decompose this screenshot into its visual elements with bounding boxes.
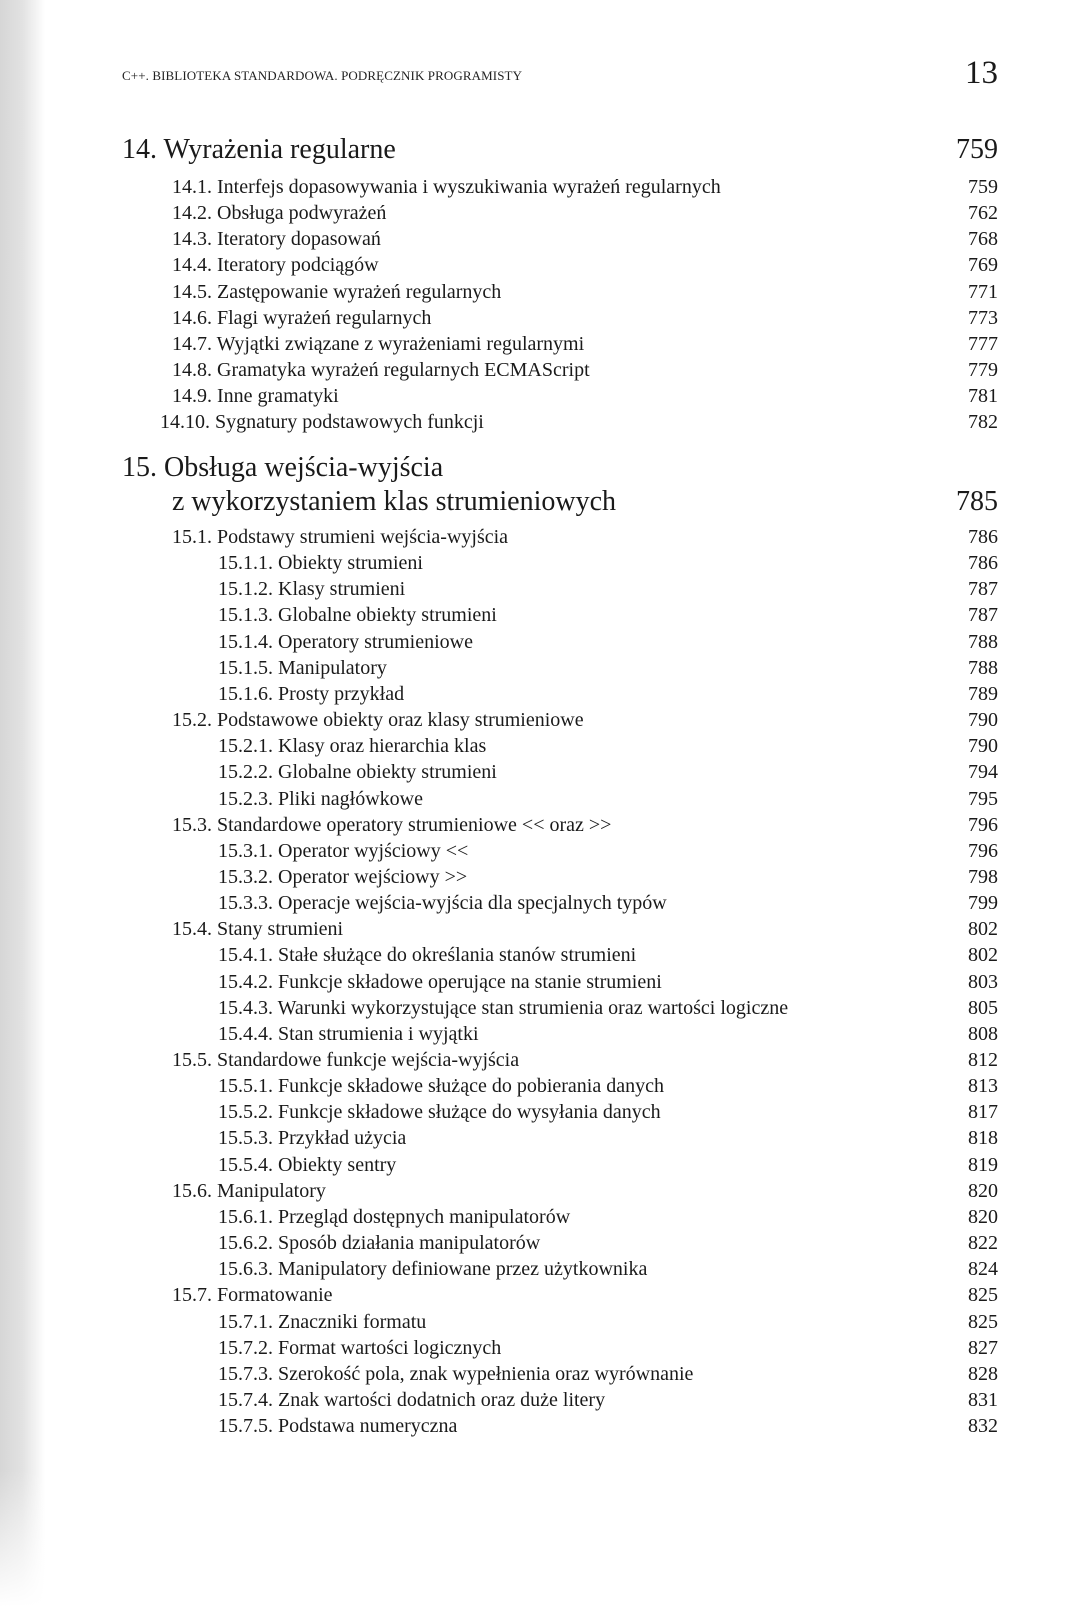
- toc-subsection-entry: [122, 1099, 998, 1125]
- entry-number: 15.1.5.: [218, 656, 273, 679]
- entry-title: Podstawy strumieni wejścia-wyjścia: [217, 526, 509, 548]
- toc-subsection-entry: [122, 995, 998, 1021]
- entry-number: 15.1.2.: [218, 578, 273, 601]
- entry-label: [172, 1178, 326, 1204]
- entry-title: Interfejs dopasowywania i wyszukiwania wyrażeń regularnych: [217, 176, 721, 198]
- entry-number: 15.5.1.: [218, 1075, 273, 1098]
- entry-number: 14.6.: [172, 306, 212, 329]
- entry-page: 820: [968, 1205, 998, 1228]
- entry-title: Inne gramatyki: [217, 385, 339, 408]
- entry-label: [218, 838, 468, 864]
- entry-title: Funkcje składowe operujące na stanie strumieni: [278, 970, 662, 993]
- entry-title: Podstawa numeryczna: [278, 1415, 458, 1438]
- entry-number: 15.1.6.: [218, 682, 273, 705]
- chapter-title-continued: z wykorzystaniem klas strumieniowych: [172, 486, 617, 517]
- entry-label: [218, 969, 662, 995]
- entry-number: 14.3.: [172, 228, 212, 251]
- entry-title: Manipulatory: [278, 656, 387, 679]
- toc-section-entry: [122, 305, 998, 331]
- entry-page: 798: [968, 865, 998, 888]
- entry-title: Sygnatury podstawowych funkcji: [215, 411, 484, 434]
- toc-section-entry: [122, 812, 998, 838]
- entry-number: 15.5.2.: [218, 1101, 273, 1124]
- entry-page: 831: [968, 1388, 998, 1411]
- entry-title: Zastępowanie wyrażeń regularnych: [217, 280, 502, 303]
- entry-page: 808: [968, 1022, 998, 1045]
- scan-gutter-shadow: [0, 0, 45, 1607]
- entry-page: 786: [968, 526, 998, 548]
- chapter-title: Wyrażenia regularne: [163, 134, 396, 165]
- entry-title: Funkcje składowe służące do pobierania danych: [278, 1075, 664, 1098]
- entry-label: [172, 174, 721, 200]
- entry-label: [172, 1047, 519, 1073]
- toc-section-entry: [122, 1047, 998, 1073]
- entry-number: 15.4.2.: [218, 970, 273, 993]
- toc-subsection-entry: [122, 759, 998, 785]
- entry-number: 15.2.2.: [218, 761, 273, 784]
- page-number: 13: [965, 55, 998, 91]
- entry-label: [172, 331, 584, 357]
- entry-page: 824: [968, 1258, 998, 1281]
- entry-label: [218, 629, 473, 655]
- entry-label: [172, 812, 611, 838]
- entry-page: 818: [968, 1127, 998, 1150]
- toc-subsection-entry: [122, 1413, 998, 1439]
- entry-number: 14.4.: [172, 254, 212, 277]
- entry-page: 825: [968, 1310, 998, 1333]
- entry-title: Prosty przykład: [278, 682, 405, 705]
- entry-title: Gramatyka wyrażeń regularnych ECMAScript: [217, 359, 590, 382]
- chapter-number: 14.: [122, 134, 157, 165]
- entry-title: Format wartości logicznych: [278, 1336, 502, 1359]
- entry-number: 15.3.2.: [218, 865, 273, 888]
- entry-label: [218, 786, 423, 812]
- entry-number: 15.5.4.: [218, 1153, 273, 1176]
- entry-number: 15.6.1.: [218, 1205, 273, 1228]
- chapter-title: Obsługa wejścia-wyjścia: [164, 452, 444, 483]
- toc-section-entry: [122, 707, 998, 733]
- toc-section-entry: [122, 200, 998, 226]
- entry-label: [218, 1204, 570, 1230]
- entry-title: Przykład użycia: [278, 1127, 407, 1150]
- toc-section-entry: [122, 226, 998, 252]
- entry-number: 14.5.: [172, 280, 212, 303]
- entry-title: Znak wartości dodatnich oraz duże litery: [278, 1388, 606, 1411]
- entry-number: 14.9.: [172, 385, 212, 408]
- chapter-title-line: [122, 133, 998, 167]
- entry-page: 795: [968, 787, 998, 810]
- toc-subsection-entry: [122, 576, 998, 602]
- entry-title: Klasy oraz hierarchia klas: [278, 735, 487, 758]
- entry-title: Szerokość pola, znak wypełnienia oraz wyrównanie: [278, 1362, 694, 1385]
- entry-page: 819: [968, 1153, 998, 1176]
- toc-subsection-entry: [122, 890, 998, 916]
- entry-page: 803: [968, 970, 998, 993]
- chapter-title-line: [122, 451, 998, 485]
- toc-subsection-entry: [122, 1335, 998, 1361]
- entry-label: [218, 655, 387, 681]
- entry-title: Manipulatory definiowane przez użytkownika: [278, 1258, 648, 1281]
- toc-subsection-entry: [122, 1361, 998, 1387]
- entry-title: Globalne obiekty strumieni: [278, 761, 497, 784]
- toc-section-entry: [122, 279, 998, 305]
- entry-page: 768: [968, 228, 998, 251]
- chapter-page: 759: [956, 134, 998, 165]
- entry-page: 789: [968, 682, 998, 705]
- entry-page: 796: [968, 839, 998, 862]
- entry-page: 787: [968, 604, 998, 627]
- entry-label: [172, 916, 343, 942]
- entry-title: Operator wyjściowy <<: [278, 839, 469, 862]
- entry-page: 762: [968, 202, 998, 225]
- toc-subsection-entry: [122, 838, 998, 864]
- entry-number: 15.2.3.: [218, 787, 273, 810]
- toc-subsection-entry: [122, 550, 998, 576]
- entry-page: 796: [968, 813, 998, 836]
- entry-number: 15.1.1.: [218, 552, 273, 575]
- toc-subsection-entry: [122, 1309, 998, 1335]
- entry-number: 15.7.2.: [218, 1336, 273, 1359]
- toc-section-entry: [122, 357, 998, 383]
- toc-subsection-entry: [122, 1204, 998, 1230]
- entry-label: [218, 1152, 396, 1178]
- toc-subsection-entry: [122, 655, 998, 681]
- entry-page: 822: [968, 1232, 998, 1255]
- entry-label: [218, 550, 423, 576]
- entry-title: Wyjątki związane z wyrażeniami regularnymi: [216, 332, 585, 355]
- toc-subsection-entry: [122, 1230, 998, 1256]
- entry-label: [172, 1282, 333, 1308]
- entry-page: 828: [968, 1362, 998, 1385]
- toc-subsection-entry: [122, 1256, 998, 1282]
- entry-number: 15.7.4.: [218, 1388, 273, 1411]
- entry-label: [218, 864, 467, 890]
- entry-label: [218, 995, 788, 1021]
- toc-subsection-entry: [122, 786, 998, 812]
- toc-subsection-entry: [122, 969, 998, 995]
- entry-title: Stałe służące do określania stanów strumieni: [278, 944, 637, 967]
- toc-section-entry: [122, 524, 998, 550]
- entry-number: 15.4.: [172, 918, 212, 941]
- entry-page: 788: [968, 656, 998, 679]
- entry-number: 15.7.3.: [218, 1362, 273, 1385]
- entry-number: 15.3.1.: [218, 839, 273, 862]
- entry-page: 802: [968, 944, 998, 967]
- toc-subsection-entry: [122, 629, 998, 655]
- entry-label: [218, 1413, 457, 1439]
- entry-title: Standardowe funkcje wejścia-wyjścia: [217, 1049, 520, 1071]
- toc-subsection-entry: [122, 1125, 998, 1151]
- entry-title: Przegląd dostępnych manipulatorów: [278, 1205, 571, 1228]
- toc-subsection-entry: [122, 864, 998, 890]
- entry-page: 790: [968, 735, 998, 758]
- entry-title: Klasy strumieni: [278, 578, 406, 601]
- toc-subsection-entry: [122, 681, 998, 707]
- entry-title: Flagi wyrażeń regularnych: [217, 306, 432, 329]
- entry-number: 14.2.: [172, 202, 212, 225]
- entry-number: 14.10.: [160, 411, 210, 434]
- entry-label: [218, 1387, 605, 1413]
- entry-page: 820: [968, 1179, 998, 1202]
- toc-subsection-entry: [122, 942, 998, 968]
- entry-label: [218, 1073, 664, 1099]
- entry-page: 812: [968, 1049, 998, 1071]
- entry-number: 15.1.3.: [218, 604, 273, 627]
- entry-label: [172, 252, 379, 278]
- entry-label: [218, 733, 486, 759]
- entry-title: Stany strumieni: [217, 918, 344, 941]
- toc-section-entry: [122, 409, 998, 435]
- entry-number: 15.2.: [172, 709, 212, 732]
- entry-page: 790: [968, 709, 998, 732]
- toc-section-entry: [122, 252, 998, 278]
- entry-page: 788: [968, 630, 998, 653]
- entry-number: 15.4.3.: [218, 996, 273, 1019]
- entry-label: [172, 226, 381, 252]
- entry-label: [218, 1309, 426, 1335]
- entry-title: Stan strumienia i wyjątki: [278, 1022, 479, 1045]
- scan-gutter-fade: [0, 1470, 45, 1607]
- entry-title: Obiekty strumieni: [278, 552, 423, 575]
- entry-page: 773: [968, 306, 998, 329]
- toc-section-entry: [122, 383, 998, 409]
- entry-label: [218, 1230, 540, 1256]
- entry-label: [160, 409, 484, 435]
- entry-label: [172, 383, 339, 409]
- entry-number: 14.1.: [172, 176, 212, 198]
- entry-label: [218, 576, 405, 602]
- entry-page: 813: [968, 1075, 998, 1098]
- chapter-title-line2: [122, 485, 998, 519]
- entry-label: [172, 357, 590, 383]
- entry-title: Znaczniki formatu: [278, 1310, 427, 1333]
- entry-label: [218, 681, 404, 707]
- entry-number: 15.1.4.: [218, 630, 273, 653]
- entry-label: [218, 1335, 501, 1361]
- entry-page: 782: [968, 411, 998, 434]
- entry-page: 802: [968, 918, 998, 941]
- entry-label: [172, 524, 508, 550]
- entry-page: 825: [968, 1284, 998, 1307]
- entry-number: 15.6.3.: [218, 1258, 273, 1281]
- entry-title: Pliki nagłówkowe: [278, 787, 423, 810]
- entry-number: 15.5.3.: [218, 1127, 273, 1150]
- entry-label: [172, 279, 501, 305]
- entry-number: 15.5.: [172, 1049, 212, 1071]
- chapter-number: 15.: [122, 452, 157, 483]
- entry-page: 769: [968, 254, 998, 277]
- toc-section-entry: [122, 916, 998, 942]
- entry-title: Iteratory dopasowań: [217, 228, 381, 251]
- entry-title: Podstawowe obiekty oraz klasy strumieniowe: [217, 709, 584, 732]
- toc-subsection-entry: [122, 1021, 998, 1047]
- entry-label: [218, 1256, 647, 1282]
- toc-section-entry: [122, 1178, 998, 1204]
- entry-label: [218, 890, 667, 916]
- entry-number: 15.7.5.: [218, 1415, 273, 1438]
- entry-number: 15.7.: [172, 1284, 212, 1307]
- entry-number: 15.4.1.: [218, 944, 273, 967]
- toc-subsection-entry: [122, 602, 998, 628]
- entry-number: 15.6.: [172, 1179, 212, 1202]
- entry-label: [218, 759, 497, 785]
- entry-title: Manipulatory: [217, 1179, 326, 1202]
- entry-title: Obsługa podwyrażeń: [217, 202, 387, 225]
- toc-subsection-entry: [122, 1152, 998, 1178]
- entry-number: 15.2.1.: [218, 735, 273, 758]
- entry-label: [172, 305, 431, 331]
- entry-page: 817: [968, 1101, 998, 1124]
- toc-section-entry: [122, 331, 998, 357]
- chapter-heading: [122, 133, 998, 167]
- entry-label: [218, 942, 636, 968]
- toc-subsection-entry: [122, 1387, 998, 1413]
- entry-page: 827: [968, 1336, 998, 1359]
- entry-label: [218, 602, 497, 628]
- entry-label: [172, 200, 386, 226]
- entry-title: Sposób działania manipulatorów: [278, 1232, 541, 1255]
- entry-number: 15.6.2.: [218, 1232, 273, 1255]
- chapter-heading: [122, 451, 998, 519]
- entry-page: 786: [968, 552, 998, 575]
- entry-title: Warunki wykorzystujące stan strumienia oraz wartości logiczne: [277, 996, 789, 1019]
- toc-section-entry: [122, 1282, 998, 1308]
- toc-subsection-entry: [122, 1073, 998, 1099]
- entry-number: 15.4.4.: [218, 1022, 273, 1045]
- entry-title: Iteratory podciągów: [217, 254, 379, 277]
- entry-number: 15.3.: [172, 813, 212, 836]
- entry-page: 805: [968, 996, 998, 1019]
- entry-label: [218, 1361, 693, 1387]
- entry-title: Obiekty sentry: [278, 1153, 397, 1176]
- entry-page: 781: [968, 385, 998, 408]
- entry-label: [218, 1099, 661, 1125]
- entry-label: [172, 707, 584, 733]
- entry-title: Standardowe operatory strumieniowe << oraz >>: [217, 813, 612, 836]
- entry-page: 771: [968, 280, 998, 303]
- toc-subsection-entry: [122, 733, 998, 759]
- entry-number: 14.8.: [172, 359, 212, 382]
- entry-title: Operator wejściowy >>: [278, 865, 468, 888]
- entry-label: [218, 1021, 479, 1047]
- entry-page: 832: [968, 1415, 998, 1438]
- entry-label: [218, 1125, 406, 1151]
- entry-page: 777: [968, 332, 998, 355]
- entry-page: 799: [968, 892, 998, 915]
- toc-section-entry: [122, 174, 998, 200]
- entry-number: 15.3.3.: [218, 892, 273, 915]
- chapter-page: 785: [956, 486, 998, 517]
- entry-number: 15.1.: [172, 526, 212, 548]
- entry-page: 794: [968, 761, 998, 784]
- entry-page: 787: [968, 578, 998, 601]
- entry-title: Operacje wejścia-wyjścia dla specjalnych typów: [278, 892, 667, 915]
- entry-title: Formatowanie: [217, 1284, 333, 1307]
- running-head: C++. BIBLIOTEKA STANDARDOWA. PODRĘCZNIK PROGRAMISTY: [122, 68, 523, 83]
- entry-title: Funkcje składowe służące do wysyłania danych: [278, 1101, 661, 1124]
- entry-title: Globalne obiekty strumieni: [278, 604, 497, 627]
- entry-number: 14.7.: [172, 332, 212, 355]
- entry-page: 759: [968, 176, 998, 198]
- entry-title: Operatory strumieniowe: [278, 630, 473, 653]
- entry-page: 779: [968, 359, 998, 382]
- entry-number: 15.7.1.: [218, 1310, 273, 1333]
